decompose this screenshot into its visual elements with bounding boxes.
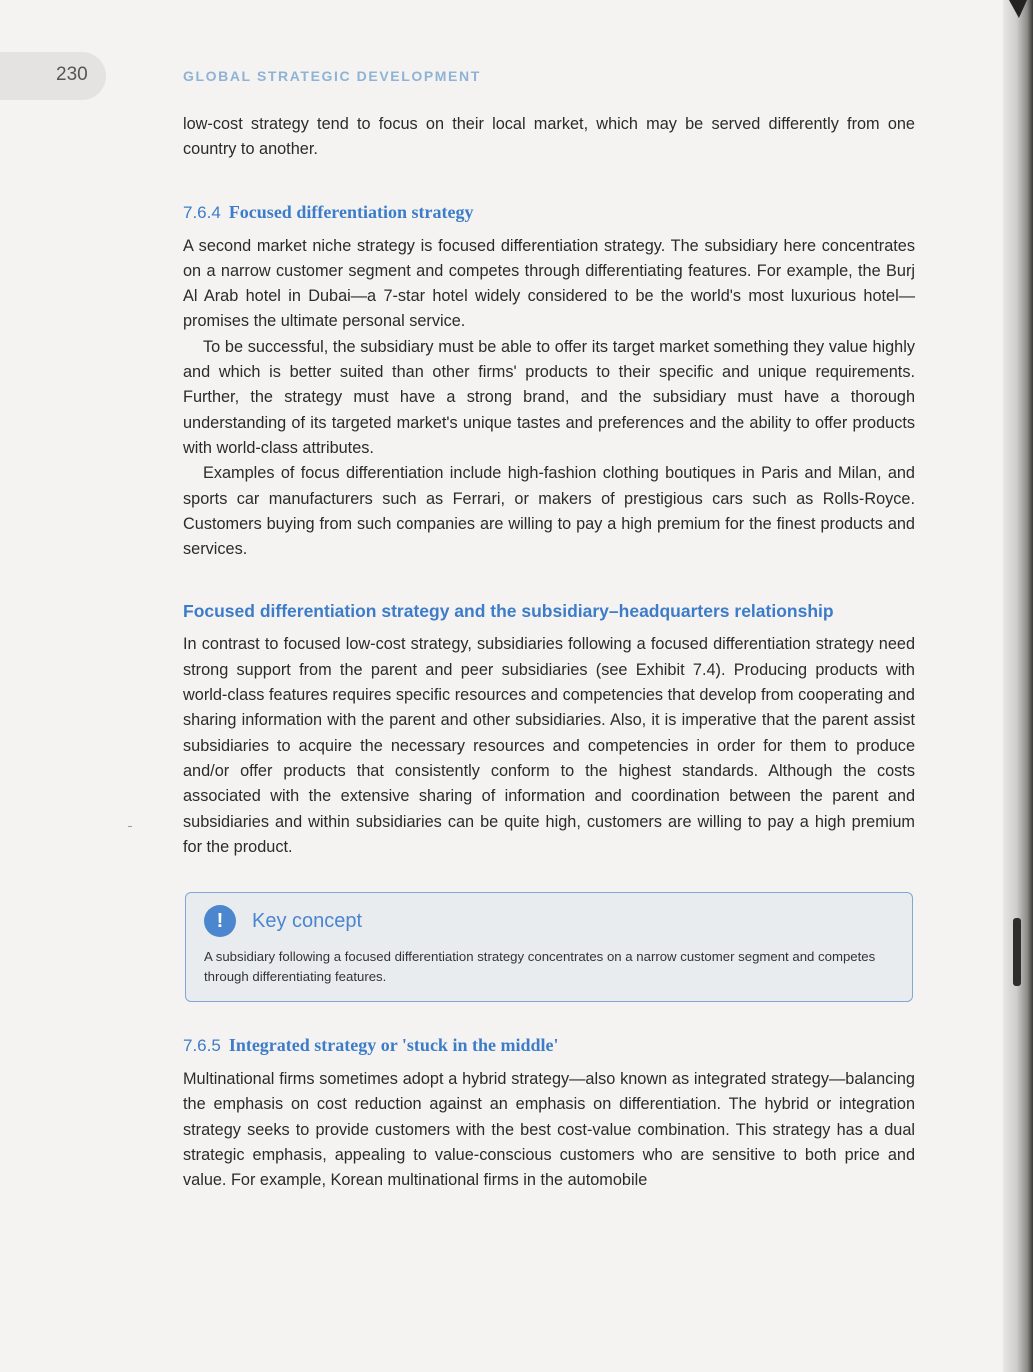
margin-mark bbox=[128, 826, 132, 827]
section-heading-7-6-5 bbox=[183, 1032, 915, 1059]
body-paragraph: In contrast to focused low-cost strategy, subsidiaries following a focused differentiation strategy need strong support from the parent and peer subsidiaries (see Exhibit 7.4). Producing products with world-class features requires specific resources and competencies that develop from cooperating and sharing information with the parent and other subsidiaries. Also, it is imperative that the parent assist subsidiaries to acquire the necessary resources and competencies in order for them to produce and/or offer products that consistently conform to the highest standards. Although the costs associated with the extensive sharing of information and coordination between the parent and subsidiaries and within subsidiaries can be quite high, customers are willing to pay a high premium for the product. bbox=[183, 635, 915, 856]
page-number-tab bbox=[0, 52, 106, 100]
section-title: Integrated strategy or 'stuck in the middle' bbox=[228, 1035, 559, 1056]
page-number: 230 bbox=[56, 64, 88, 85]
section-title: Focused differentiation strategy bbox=[228, 201, 474, 222]
section-heading-7-6-4 bbox=[183, 199, 915, 226]
key-concept-text: A subsidiary following a focused differentiation strategy concentrates on a narrow customer segment and competes through differentiating features. bbox=[204, 949, 876, 985]
running-head: GLOBAL STRATEGIC DEVELOPMENT bbox=[183, 68, 481, 84]
page-body bbox=[183, 112, 915, 1194]
section-number: 7.6.5 bbox=[183, 1036, 221, 1056]
body-paragraph: Examples of focus differentiation include high-fashion clothing boutiques in Paris and Milan, and sports car manufacturers such as Ferrari, or makers of prestigious cars such as Rolls-Royce. Customers buying from such companies are willing to pay a high premium for the finest products and services. bbox=[183, 464, 915, 559]
key-concept-box bbox=[185, 892, 913, 1002]
intro-paragraph: low-cost strategy tend to focus on their local market, which may be served differently from one country to another. bbox=[183, 115, 915, 159]
body-paragraph: To be successful, the subsidiary must be able to offer its target market something they value highly and which is better suited than other firms' products to their specific and unique requirements. Further, the strategy must have a strong brand, and the subsidiary must have a thorough understanding of its targeted market's unique tastes and preferences and the ability to offer products with world-class attributes. bbox=[183, 337, 915, 457]
section-number: 7.6.4 bbox=[183, 202, 221, 222]
binder-clip bbox=[1013, 918, 1021, 986]
body-paragraph: Multinational firms sometimes adopt a hybrid strategy—also known as integrated strategy—balancing the emphasis on cost reduction against an emphasis on differentiation. The hybrid or integration strategy seeks to provide customers with the best cost-value combination. This strategy has a dual strategic emphasis, appealing to value-conscious customers who are sensitive to both price and value. For example, Korean multinational firms in the automobile bbox=[183, 1070, 915, 1190]
key-concept-title: Key concept bbox=[252, 909, 363, 932]
binder-corner bbox=[1009, 0, 1027, 18]
body-paragraph: A second market niche strategy is focused differentiation strategy. The subsidiary here concentrates on a narrow customer segment and competes through differentiating features. For example, the Burj Al Arab hotel in Dubai—a 7-star hotel widely considered to be the world's most luxurious hotel—promises the ultimate personal service. bbox=[183, 236, 915, 331]
subsection-heading: Focused differentiation strategy and the subsidiary–headquarters relationship bbox=[183, 601, 834, 622]
key-concept-header bbox=[204, 905, 894, 937]
book-spine-edge bbox=[1003, 0, 1033, 1372]
key-concept-icon: ! bbox=[204, 905, 236, 937]
